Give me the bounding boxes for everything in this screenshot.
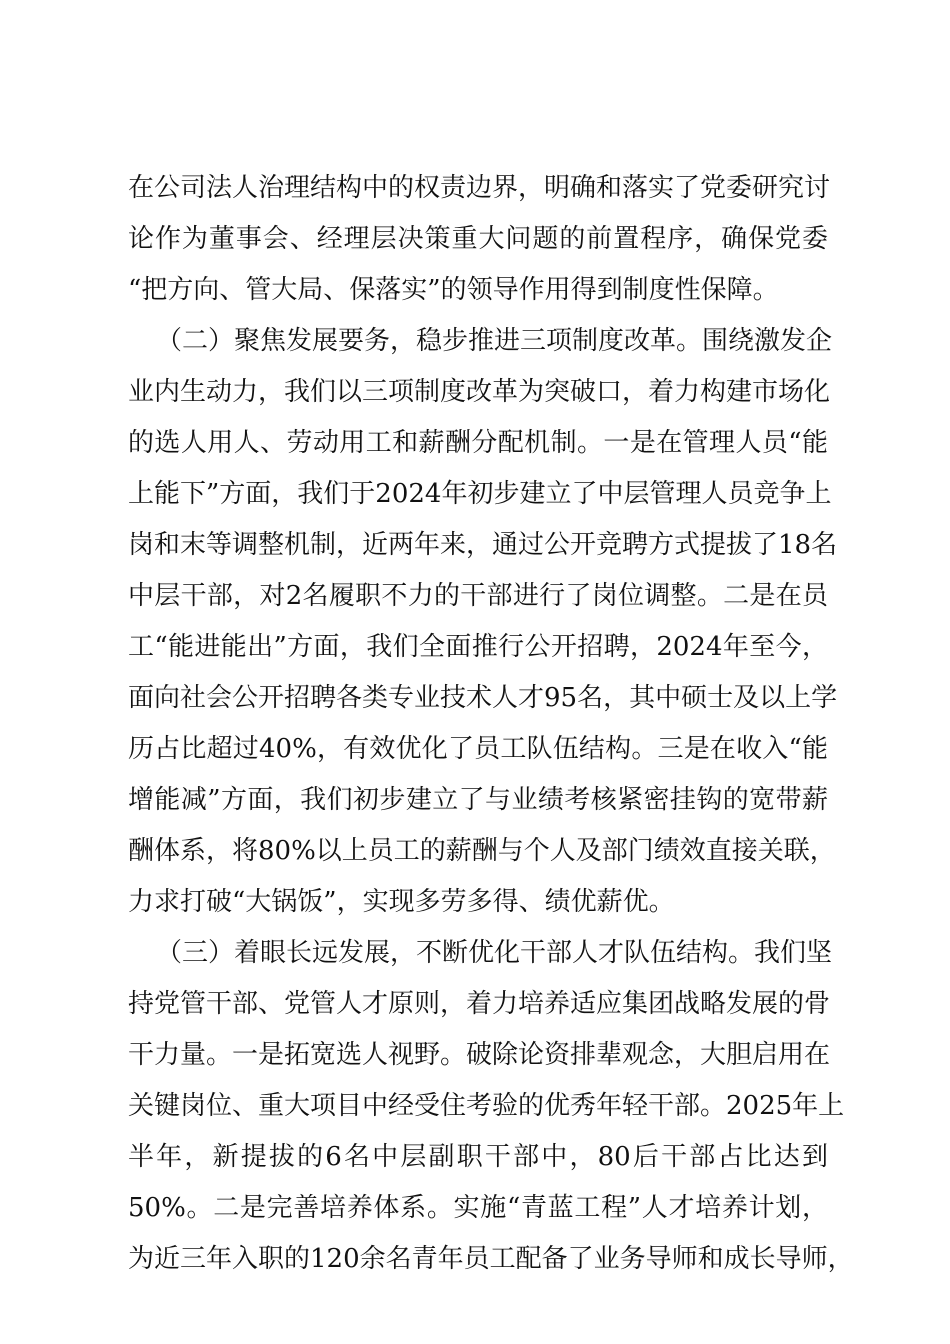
text-line-18: 干力量。一是拓宽选人视野。破除论资排辈观念，大胆启用在 (128, 1040, 831, 1070)
text-line-2: 论作为董事会、经理层决策重大问题的前置程序，确保党委 (128, 224, 828, 254)
text-line-8: 岗和末等调整机制，近两年来，通过公开竞聘方式提拔了18名 (128, 530, 838, 560)
text-line-15: 力求打破“大锅饭”，实现多劳多得、绩优薪优。 (128, 887, 675, 917)
text-line-13: 增能减”方面，我们初步建立了与业绩考核紧密挂钩的宽带薪 (128, 785, 828, 815)
text-line-12: 历占比超过40%，有效优化了员工队伍结构。三是在收入“能 (128, 734, 828, 764)
text-line-3: “把方向、管大局、保落实”的领导作用得到制度性保障。 (128, 275, 779, 305)
text-line-20: 半年，新提拔的6名中层副职干部中，80后干部占比达到 (128, 1142, 828, 1172)
text-line-9: 中层干部，对2名履职不力的干部进行了岗位调整。二是在员 (128, 581, 828, 611)
text-line-5: 业内生动力，我们以三项制度改革为突破口，着力构建市场化 (128, 377, 831, 407)
text-line-11: 面向社会公开招聘各类专业技术人才95名，其中硕士及以上学 (128, 683, 838, 713)
text-line-21: 50%。二是完善培养体系。实施“青蓝工程”人才培养计划， (128, 1193, 828, 1223)
section-heading-3: （三）着眼长远发展，不断优化干部人才队伍结构。我们坚 (156, 938, 833, 968)
text-line-1: 在公司法人治理结构中的权责边界，明确和落实了党委研究讨 (128, 173, 831, 203)
text-line-19: 关键岗位、重大项目中经受住考验的优秀年轻干部。2025年上 (128, 1091, 845, 1121)
text-line-10: 工“能进能出”方面，我们全面推行公开招聘，2024年至今， (128, 632, 828, 662)
text-line-6: 的选人用人、劳动用工和薪酬分配机制。一是在管理人员“能 (128, 428, 828, 458)
text-line-22: 为近三年入职的120余名青年员工配备了业务导师和成长导师， (128, 1244, 854, 1274)
section-heading-2: （二）聚焦发展要务，稳步推进三项制度改革。围绕激发企 (156, 326, 833, 356)
text-line-7: 上能下”方面，我们于2024年初步建立了中层管理人员竞争上 (128, 479, 832, 509)
text-line-14: 酬体系，将80%以上员工的薪酬与个人及部门绩效直接关联， (128, 836, 836, 866)
text-line-17: 持党管干部、党管人才原则，着力培养适应集团战略发展的骨 (128, 989, 831, 1019)
